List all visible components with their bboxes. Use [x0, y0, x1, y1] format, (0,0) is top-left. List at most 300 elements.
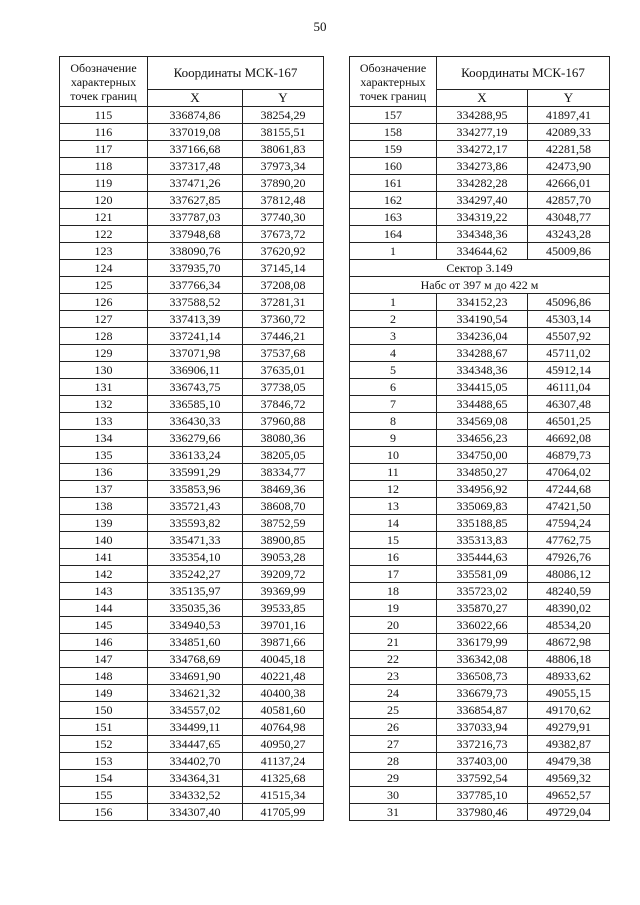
x-coordinate-cell: 338090,76: [148, 243, 243, 260]
y-coordinate-cell: 46111,04: [528, 379, 610, 396]
y-coordinate-cell: 40764,98: [243, 719, 324, 736]
x-coordinate-cell: 334282,28: [437, 175, 528, 192]
x-coordinate-cell: 336743,75: [148, 379, 243, 396]
point-number-cell: 117: [60, 141, 148, 158]
point-number-cell: 13: [350, 498, 437, 515]
coords-header: Координаты МСК-167: [148, 57, 324, 90]
point-number-cell: 153: [60, 753, 148, 770]
y-coordinate-cell: 45711,02: [528, 345, 610, 362]
point-number-cell: 30: [350, 787, 437, 804]
x-coordinate-cell: 337071,98: [148, 345, 243, 362]
table-row: [350, 634, 610, 651]
point-number-cell: 144: [60, 600, 148, 617]
coordinates-table-left: [59, 56, 324, 821]
y-coordinate-cell: 46692,08: [528, 430, 610, 447]
y-coordinate-cell: 41325,68: [243, 770, 324, 787]
x-coordinate-cell: 336508,73: [437, 668, 528, 685]
point-number-cell: 10: [350, 447, 437, 464]
point-number-cell: 118: [60, 158, 148, 175]
point-number-cell: 121: [60, 209, 148, 226]
page-number: 50: [313, 19, 327, 34]
point-number-cell: 149: [60, 685, 148, 702]
coordinates-table-right: [349, 56, 610, 821]
x-coordinate-cell: 334364,31: [148, 770, 243, 787]
point-number-cell: 9: [350, 430, 437, 447]
x-coordinate-cell: 334499,11: [148, 719, 243, 736]
x-coordinate-cell: 335853,96: [148, 481, 243, 498]
x-coordinate-cell: 337785,10: [437, 787, 528, 804]
x-coordinate-cell: 334307,40: [148, 804, 243, 821]
point-number-cell: 136: [60, 464, 148, 481]
y-coordinate-cell: 37360,72: [243, 311, 324, 328]
y-coordinate-cell: 45303,14: [528, 311, 610, 328]
y-coordinate-cell: 41897,41: [528, 107, 610, 124]
table-row: [350, 753, 610, 770]
x-coordinate-cell: 334236,04: [437, 328, 528, 345]
point-number-cell: 132: [60, 396, 148, 413]
y-coordinate-cell: 47594,24: [528, 515, 610, 532]
x-coordinate-cell: 334488,65: [437, 396, 528, 413]
point-number-cell: 26: [350, 719, 437, 736]
table-row: [350, 192, 610, 209]
y-coordinate-cell: 49729,04: [528, 804, 610, 821]
x-coordinate-cell: 336342,08: [437, 651, 528, 668]
x-coordinate-cell: 337019,08: [148, 124, 243, 141]
x-coordinate-cell: 335188,85: [437, 515, 528, 532]
point-number-cell: 120: [60, 192, 148, 209]
y-coordinate-cell: 39701,16: [243, 617, 324, 634]
x-coordinate-cell: 335471,33: [148, 532, 243, 549]
table-row: [350, 532, 610, 549]
point-number-cell: 130: [60, 362, 148, 379]
point-number-cell: 123: [60, 243, 148, 260]
table-row: [60, 260, 324, 277]
table-row: [350, 345, 610, 362]
x-coordinate-cell: 337948,68: [148, 226, 243, 243]
table-row: [350, 498, 610, 515]
table-row: [60, 396, 324, 413]
y-coordinate-cell: 38752,59: [243, 515, 324, 532]
y-coordinate-cell: 48806,18: [528, 651, 610, 668]
table-row: [350, 736, 610, 753]
y-coordinate-cell: 42857,70: [528, 192, 610, 209]
y-coordinate-cell: 49382,87: [528, 736, 610, 753]
point-number-cell: 143: [60, 583, 148, 600]
point-number-cell: 139: [60, 515, 148, 532]
point-number-cell: 137: [60, 481, 148, 498]
point-number-cell: 127: [60, 311, 148, 328]
table-row: [60, 141, 324, 158]
point-number-cell: 8: [350, 413, 437, 430]
point-number-cell: 162: [350, 192, 437, 209]
table-row: [350, 243, 610, 260]
table-row: [60, 209, 324, 226]
x-coordinate-cell: 335444,63: [437, 549, 528, 566]
y-coordinate-cell: 49055,15: [528, 685, 610, 702]
table-row: [350, 651, 610, 668]
y-coordinate-cell: 38900,85: [243, 532, 324, 549]
table-row: [350, 158, 610, 175]
table-row: [350, 447, 610, 464]
point-number-cell: 125: [60, 277, 148, 294]
table-row: [60, 447, 324, 464]
x-coordinate-cell: 335069,83: [437, 498, 528, 515]
table-row: [60, 124, 324, 141]
point-number-cell: 18: [350, 583, 437, 600]
table-row: [350, 804, 610, 821]
y-coordinate-cell: 37812,48: [243, 192, 324, 209]
y-coordinate-cell: 38205,05: [243, 447, 324, 464]
table-row: [60, 464, 324, 481]
x-coordinate-cell: 337471,26: [148, 175, 243, 192]
x-coordinate-cell: 335593,82: [148, 515, 243, 532]
y-coordinate-cell: 48390,02: [528, 600, 610, 617]
point-number-cell: 142: [60, 566, 148, 583]
table-row: [350, 294, 610, 311]
x-coordinate-cell: 336906,11: [148, 362, 243, 379]
point-number-cell: 163: [350, 209, 437, 226]
table-row: [350, 600, 610, 617]
y-coordinate-cell: 43048,77: [528, 209, 610, 226]
y-coordinate-cell: 49279,91: [528, 719, 610, 736]
table-row: [350, 226, 610, 243]
table-row: [60, 617, 324, 634]
y-coordinate-cell: 39533,85: [243, 600, 324, 617]
y-coordinate-cell: 40221,48: [243, 668, 324, 685]
table-row: [350, 430, 610, 447]
point-number-cell: 154: [60, 770, 148, 787]
point-number-cell: 29: [350, 770, 437, 787]
y-coordinate-cell: 41705,99: [243, 804, 324, 821]
table-row: [60, 481, 324, 498]
y-coordinate-cell: 37635,01: [243, 362, 324, 379]
point-number-cell: 160: [350, 158, 437, 175]
x-coordinate-cell: 337241,14: [148, 328, 243, 345]
x-coordinate-cell: 334940,53: [148, 617, 243, 634]
y-coordinate-cell: 39209,72: [243, 566, 324, 583]
table-row: [60, 719, 324, 736]
x-coordinate-cell: 337980,46: [437, 804, 528, 821]
point-number-cell: 15: [350, 532, 437, 549]
x-coordinate-cell: 334297,40: [437, 192, 528, 209]
table-row: [60, 668, 324, 685]
x-coordinate-cell: 335354,10: [148, 549, 243, 566]
x-coordinate-cell: 336874,86: [148, 107, 243, 124]
y-coordinate-cell: 39053,28: [243, 549, 324, 566]
y-coordinate-cell: 37281,31: [243, 294, 324, 311]
point-number-cell: 158: [350, 124, 437, 141]
point-number-cell: 141: [60, 549, 148, 566]
table-row: [350, 481, 610, 498]
x-coordinate-cell: 335870,27: [437, 600, 528, 617]
point-number-cell: 138: [60, 498, 148, 515]
table-row: [350, 379, 610, 396]
point-number-cell: 140: [60, 532, 148, 549]
table-row: [350, 770, 610, 787]
table-row: [60, 566, 324, 583]
x-coordinate-cell: 337166,68: [148, 141, 243, 158]
y-coordinate-cell: 37446,21: [243, 328, 324, 345]
table-row: [350, 396, 610, 413]
point-number-cell: 150: [60, 702, 148, 719]
sector-title: Сектор 3.149: [350, 260, 610, 277]
x-coordinate-cell: 334288,67: [437, 345, 528, 362]
point-number-cell: 115: [60, 107, 148, 124]
x-coordinate-cell: 334348,36: [437, 226, 528, 243]
table-row: [60, 753, 324, 770]
x-coordinate-cell: 334850,27: [437, 464, 528, 481]
table-row: [350, 124, 610, 141]
point-number-cell: 5: [350, 362, 437, 379]
point-number-cell: 116: [60, 124, 148, 141]
point-number-cell: 6: [350, 379, 437, 396]
table-row: [60, 192, 324, 209]
x-coordinate-cell: 334319,22: [437, 209, 528, 226]
sector-subtitle: Набс от 397 м до 422 м: [350, 277, 610, 294]
y-coordinate-cell: 37890,20: [243, 175, 324, 192]
table-row: [60, 107, 324, 124]
y-coordinate-cell: 41137,24: [243, 753, 324, 770]
x-coordinate-cell: 337403,00: [437, 753, 528, 770]
point-number-cell: 14: [350, 515, 437, 532]
table-row: [350, 719, 610, 736]
point-number-cell: 1: [350, 294, 437, 311]
coords-header: Координаты МСК-167: [437, 57, 610, 90]
point-number-cell: 161: [350, 175, 437, 192]
table-row: [350, 787, 610, 804]
point-label-header: Обозначение характерных точек границ: [350, 57, 437, 107]
x-coordinate-cell: 337216,73: [437, 736, 528, 753]
point-number-cell: 23: [350, 668, 437, 685]
y-coordinate-cell: 42666,01: [528, 175, 610, 192]
point-number-cell: 133: [60, 413, 148, 430]
y-coordinate-cell: 49479,38: [528, 753, 610, 770]
table-row: [350, 549, 610, 566]
table-row: [60, 379, 324, 396]
x-coordinate-cell: 337588,52: [148, 294, 243, 311]
table-row: [60, 634, 324, 651]
point-number-cell: 152: [60, 736, 148, 753]
table-row: [60, 770, 324, 787]
point-number-cell: 16: [350, 549, 437, 566]
point-number-cell: 20: [350, 617, 437, 634]
x-coordinate-cell: 334288,95: [437, 107, 528, 124]
y-coordinate-cell: 48240,59: [528, 583, 610, 600]
table-row: [60, 702, 324, 719]
point-number-cell: 19: [350, 600, 437, 617]
x-coordinate-cell: 337935,70: [148, 260, 243, 277]
y-coordinate-cell: 37145,14: [243, 260, 324, 277]
table-row: [350, 362, 610, 379]
table-row: [60, 651, 324, 668]
y-coordinate-cell: 45912,14: [528, 362, 610, 379]
y-coordinate-cell: 48933,62: [528, 668, 610, 685]
x-coordinate-cell: 337787,03: [148, 209, 243, 226]
point-number-cell: 7: [350, 396, 437, 413]
y-coordinate-cell: 42473,90: [528, 158, 610, 175]
table-row: [350, 464, 610, 481]
point-number-cell: 17: [350, 566, 437, 583]
table-row: [60, 736, 324, 753]
table-row: [350, 515, 610, 532]
table-row: [60, 804, 324, 821]
y-coordinate-cell: 48672,98: [528, 634, 610, 651]
y-coordinate-cell: 47244,68: [528, 481, 610, 498]
x-coordinate-cell: 334402,70: [148, 753, 243, 770]
table-row: [60, 277, 324, 294]
point-number-cell: 128: [60, 328, 148, 345]
x-coordinate-cell: 334152,23: [437, 294, 528, 311]
y-coordinate-cell: 47421,50: [528, 498, 610, 515]
x-coordinate-cell: 335313,83: [437, 532, 528, 549]
point-number-cell: 119: [60, 175, 148, 192]
table-row: [60, 498, 324, 515]
x-coordinate-cell: 334621,32: [148, 685, 243, 702]
x-coordinate-cell: 337317,48: [148, 158, 243, 175]
point-number-cell: 129: [60, 345, 148, 362]
table-row: [350, 685, 610, 702]
point-number-cell: 146: [60, 634, 148, 651]
y-coordinate-cell: 38334,77: [243, 464, 324, 481]
point-number-cell: 12: [350, 481, 437, 498]
table-row: [60, 311, 324, 328]
point-number-cell: 164: [350, 226, 437, 243]
y-coordinate-cell: 38080,36: [243, 430, 324, 447]
table-row: [60, 430, 324, 447]
table-row: [350, 311, 610, 328]
table-row: [350, 702, 610, 719]
point-number-cell: 2: [350, 311, 437, 328]
point-number-cell: 147: [60, 651, 148, 668]
table-row: [60, 226, 324, 243]
y-coordinate-cell: 37537,68: [243, 345, 324, 362]
table-row: [350, 209, 610, 226]
table-row: [350, 107, 610, 124]
table-row: [60, 549, 324, 566]
y-coordinate-cell: 38254,29: [243, 107, 324, 124]
y-coordinate-cell: 38469,36: [243, 481, 324, 498]
point-number-cell: 4: [350, 345, 437, 362]
point-number-cell: 155: [60, 787, 148, 804]
y-coordinate-cell: 45507,92: [528, 328, 610, 345]
x-coordinate-cell: 336679,73: [437, 685, 528, 702]
table-row: [60, 294, 324, 311]
point-label-header: Обозначение характерных точек границ: [60, 57, 148, 107]
x-coordinate-cell: 336179,99: [437, 634, 528, 651]
y-coordinate-cell: 40400,38: [243, 685, 324, 702]
x-coordinate-cell: 334277,19: [437, 124, 528, 141]
point-number-cell: 134: [60, 430, 148, 447]
x-coordinate-cell: 336430,33: [148, 413, 243, 430]
point-number-cell: 145: [60, 617, 148, 634]
x-coordinate-cell: 334415,05: [437, 379, 528, 396]
x-coordinate-cell: 335135,97: [148, 583, 243, 600]
y-coordinate-cell: 43243,28: [528, 226, 610, 243]
x-coordinate-cell: 334190,54: [437, 311, 528, 328]
x-coordinate-cell: 337627,85: [148, 192, 243, 209]
table-row: [350, 141, 610, 158]
y-coordinate-cell: 37738,05: [243, 379, 324, 396]
x-coordinate-cell: 335723,02: [437, 583, 528, 600]
y-coordinate-cell: 37620,92: [243, 243, 324, 260]
table-row: [60, 787, 324, 804]
x-coordinate-cell: 334956,92: [437, 481, 528, 498]
point-number-cell: 159: [350, 141, 437, 158]
table-row: [60, 362, 324, 379]
x-coordinate-cell: 334656,23: [437, 430, 528, 447]
y-coordinate-cell: 39369,99: [243, 583, 324, 600]
table-row: [350, 566, 610, 583]
point-number-cell: 124: [60, 260, 148, 277]
point-number-cell: 151: [60, 719, 148, 736]
x-coordinate-cell: 334644,62: [437, 243, 528, 260]
x-coordinate-cell: 334851,60: [148, 634, 243, 651]
x-coordinate-cell: 334750,00: [437, 447, 528, 464]
table-row: [60, 175, 324, 192]
y-coordinate-cell: 37846,72: [243, 396, 324, 413]
y-coordinate-cell: 49569,32: [528, 770, 610, 787]
point-number-cell: 31: [350, 804, 437, 821]
point-number-cell: 126: [60, 294, 148, 311]
y-coordinate-cell: 38155,51: [243, 124, 324, 141]
y-coordinate-cell: 46501,25: [528, 413, 610, 430]
x-coordinate-cell: 335581,09: [437, 566, 528, 583]
x-header: X: [437, 90, 528, 107]
y-header: Y: [528, 90, 610, 107]
x-coordinate-cell: 337592,54: [437, 770, 528, 787]
point-number-cell: 157: [350, 107, 437, 124]
y-coordinate-cell: 37960,88: [243, 413, 324, 430]
y-coordinate-cell: 49652,57: [528, 787, 610, 804]
y-coordinate-cell: 40581,60: [243, 702, 324, 719]
point-number-cell: 1: [350, 243, 437, 260]
point-number-cell: 11: [350, 464, 437, 481]
table-row: [60, 532, 324, 549]
y-coordinate-cell: 42089,33: [528, 124, 610, 141]
table-row: [350, 617, 610, 634]
point-number-cell: 21: [350, 634, 437, 651]
table-row: [350, 583, 610, 600]
table-row: [60, 600, 324, 617]
point-number-cell: 22: [350, 651, 437, 668]
x-coordinate-cell: 336854,87: [437, 702, 528, 719]
y-coordinate-cell: 37208,08: [243, 277, 324, 294]
y-coordinate-cell: 40950,27: [243, 736, 324, 753]
y-coordinate-cell: 38061,83: [243, 141, 324, 158]
x-coordinate-cell: 336279,66: [148, 430, 243, 447]
table-row: [60, 583, 324, 600]
x-coordinate-cell: 334569,08: [437, 413, 528, 430]
point-number-cell: 27: [350, 736, 437, 753]
y-coordinate-cell: 48534,20: [528, 617, 610, 634]
table-row: [350, 413, 610, 430]
y-coordinate-cell: 47926,76: [528, 549, 610, 566]
x-coordinate-cell: 336585,10: [148, 396, 243, 413]
point-number-cell: 156: [60, 804, 148, 821]
point-number-cell: 135: [60, 447, 148, 464]
table-row: [60, 243, 324, 260]
y-coordinate-cell: 37673,72: [243, 226, 324, 243]
y-coordinate-cell: 49170,62: [528, 702, 610, 719]
y-coordinate-cell: 46879,73: [528, 447, 610, 464]
point-number-cell: 25: [350, 702, 437, 719]
y-coordinate-cell: 37973,34: [243, 158, 324, 175]
y-coordinate-cell: 45009,86: [528, 243, 610, 260]
x-coordinate-cell: 335242,27: [148, 566, 243, 583]
point-number-cell: 122: [60, 226, 148, 243]
table-row: [350, 668, 610, 685]
point-number-cell: 24: [350, 685, 437, 702]
